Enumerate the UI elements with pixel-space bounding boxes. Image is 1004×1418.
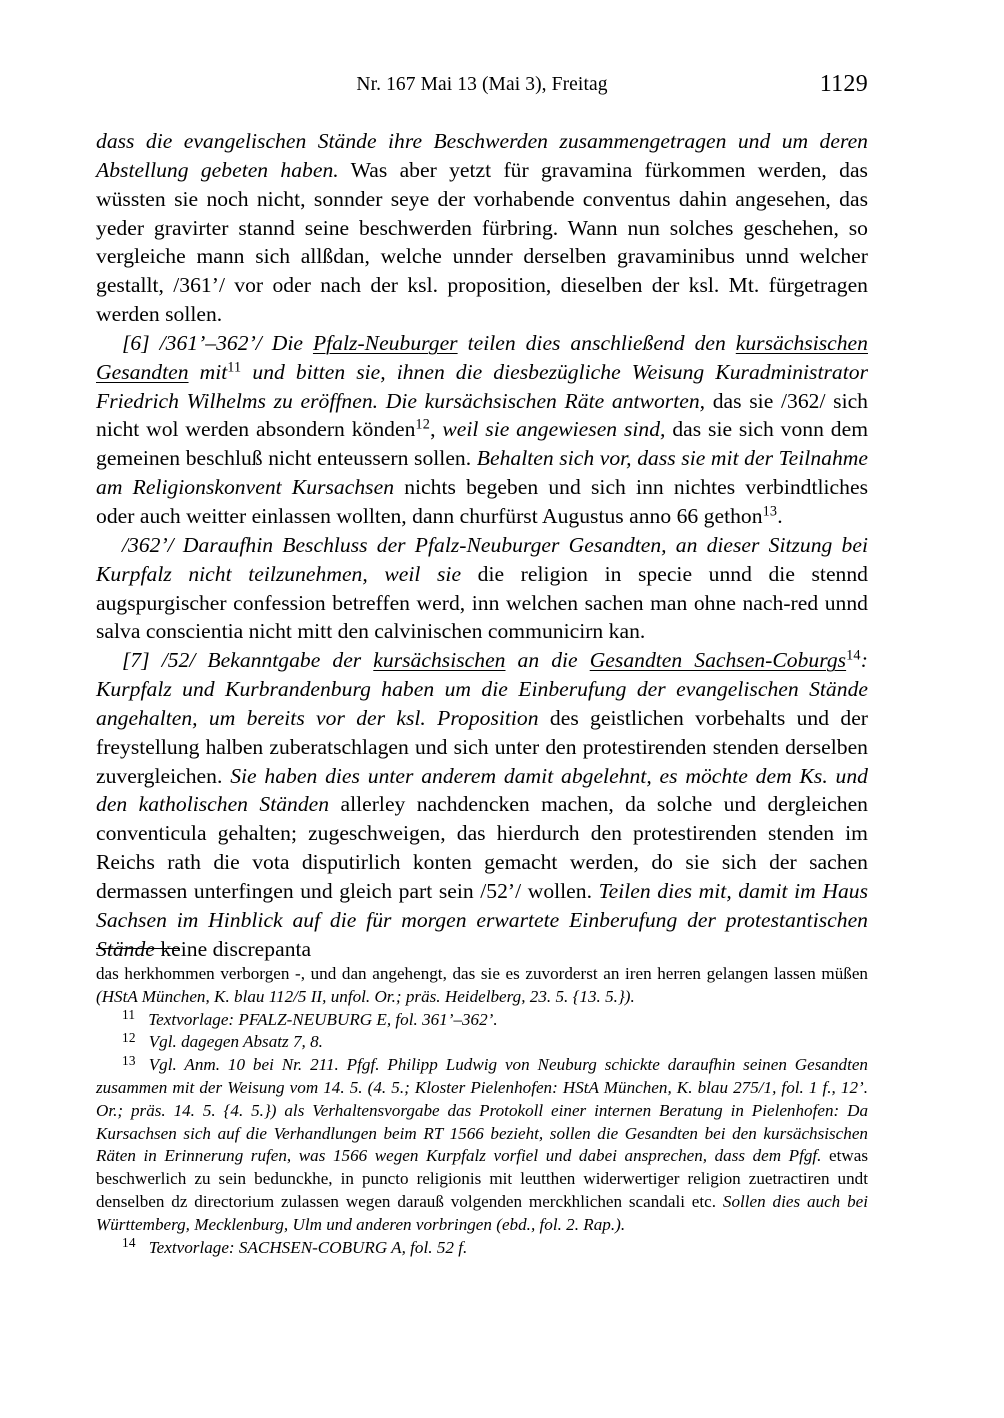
paragraph-2-seg-11: weil sie angewiesen sind, (442, 417, 666, 442)
paragraph-4-seg-11: keine discrepanta (154, 936, 312, 961)
footnote-item-13 (96, 1054, 868, 1236)
footnote-number-14[interactable]: 14 (122, 1234, 136, 1250)
paragraph-2-seg-13: Behalten sich vor, dass sie mit der Teilnahme am Religionskonvent Kursachsen (96, 446, 868, 500)
running-head-title: Nr. 167 Mai 13 (Mai 3), Freitag (356, 74, 608, 95)
paragraph-2-seg-12: das sie sich vonn dem gemeinen beschluß nicht enteussern sollen. (96, 417, 869, 471)
page-number: 1129 (819, 71, 868, 97)
paragraph-4-seg-6: : Kurpfalz und Kurbrandenburg haben um die Einberufung der evangelischen Stände angehalten, um bereits vor der ksl. Proposition (96, 648, 868, 730)
footnote-text-11: Textvorlage: PFALZ-NEUBURG E, fol. 361’–362’. (148, 1009, 498, 1029)
paragraph-4-seg-3: an die (505, 648, 590, 673)
paragraph-2-seg-1: [6] /361’–362’/ Die (122, 330, 313, 355)
paragraph-2-underline-kursaechsischen-gesandten: kursächsischen Gesandten (96, 330, 868, 384)
paragraph-1-italic-lead: dass die evangelischen Stände ihre Beschwerden zusammengetragen und um deren Abstellung gebeten haben. (96, 129, 868, 182)
footnote-text-13-part-1: Vgl. Anm. 10 bei Nr. 211. Pfgf. Philipp Ludwig von Neuburg schickte daraufhin seinen Gesandten zusammen mit der Weisung vom 14. 5. (4. 5.; Kloster Pielenhofen: HStA München, K. blau 275/1, fol. 1 f., 12’. Or.; präs. 14. 5. {4. 5.}) als Verhaltensvorgabe das Protokoll einer internen Beratung in Pielenhofen: Da Kursachsen sich auf die Verhandlungen beim RT 1566 bezieht, sollen die Gesandten bei den kursächsischen Räten in Erinnerung rufen, was 1566 wegen Kurpfalz vorfiel und dabei ansprechen, dass dem Pfgf. (96, 1055, 868, 1166)
footnote-number-12[interactable]: 12 (122, 1029, 136, 1045)
paragraph-2-underline-pfalz-neuburger: Pfalz-Neuburger (312, 330, 458, 355)
footnote-text-14: Textvorlage: SACHSEN-COBURG A, fol. 52 f. (148, 1237, 468, 1257)
paragraph-4 (96, 646, 868, 963)
paragraph-2-seg-7: und bitten sie, ihnen die diesbezügliche Weisung Kuradministrator Friedrich Wilhelms zu eröffnen. Die kursächsischen Räte antworten, (96, 359, 868, 413)
footnote-marker-12[interactable]: 12 (415, 417, 431, 434)
paragraph-2-seg-3: teilen dies anschließend den (457, 330, 736, 355)
footnote-text-12: Vgl. dagegen Absatz 7, 8. (148, 1032, 323, 1052)
footnote-separator-rule (96, 948, 180, 949)
footnote-continued-italic: (HStA München, K. blau 112/5 II, unfol. Or.; präs. Heidelberg, 23. 5. {13. 5.}). (96, 986, 635, 1006)
footnote-marker-11[interactable]: 11 (227, 359, 242, 376)
paragraph-3 (96, 531, 868, 646)
footnote-item-12 (96, 1031, 868, 1054)
footnote-marker-13[interactable]: 13 (762, 503, 778, 520)
paragraph-4-underline-kursaechsischen: kursächsischen (373, 648, 506, 673)
footnote-text-13-part-2: etwas beschwerlich zu sein bedunckhe, in puncto religionis mit leutthen widerwertiger religion zuetractiren undt denselben dz directorium zulassen wegen darauß volgenden merckhlichen scandali etc. (96, 1146, 868, 1211)
paragraph-2 (96, 329, 868, 531)
footnote-continued-roman: das herkhommen verborgen -, und dan angehengt, das sie es zuvorderst an iren herren gelangen lassen müßen (96, 964, 868, 983)
paragraph-4-seg-8: Sie haben dies unter anderem damit abgelehnt, es möchte dem Ks. und den katholischen Ständen (96, 763, 868, 817)
footnote-number-11[interactable]: 11 (122, 1007, 136, 1022)
footnote-number-13[interactable]: 13 (122, 1052, 136, 1068)
paragraph-3-italic-lead: /362’/ Daraufhin Beschluss der Pfalz-Neuburger Gesandten, an dieser Sitzung bei Kurpfalz nicht teilzunehmen, weil sie (96, 532, 868, 586)
footnote-text-13-part-3: Sollen dies auch bei Württemberg, Mecklenburg, Ulm und anderen vorbringen (ebd., fol. 2. Rap.). (96, 1191, 868, 1234)
body-text (96, 127, 868, 963)
paragraph-2-seg-8: das sie /362/ sich nicht wol werden absondern könden (96, 388, 869, 442)
paragraph-1-roman-body: Was aber yetzt für gravamina fürkommen werden, das wüssten sie noch nicht, sonnder seye der vorhabende conventus dahin angesehen, das yeder gravirter stannd seine beschwerden fürbring. Wann nun solches geschehen, so vergleiche mann sich allßdan, welche unnder derselben gravaminibus unnd welcher gestallt, /361’/ vor oder nach der ksl. proposition, dieselben der ksl. Mt. fürgetragen werden sollen. (96, 157, 868, 327)
paragraph-2-seg-16: . (777, 503, 783, 528)
footnote-item-14 (96, 1234, 868, 1260)
paragraph-3-roman-body: die religion in specie unnd die stennd augspurgischer confession betreffen werd, inn welchen sachen man ohne nach-red unnd salva conscientia nicht mitt den calvinischen communicirn kan. (96, 561, 868, 644)
paragraph-1 (96, 127, 868, 329)
footnote-item-11 (96, 1009, 868, 1032)
paragraph-2-seg-10: , (430, 417, 443, 442)
paragraph-4-seg-9: allerley nachdencken machen, da solche und dergleichen conventicula gehalten; zugeschweigen, das hierdurch den protestirenden stenden im Reichs rath die vota disputirlich konten gemacht werden, do sie sich der sachen dermassen unterfingen und gleich part sein /52’/ wollen. (96, 792, 868, 903)
paragraph-4-seg-1: [7] /52/ Bekanntgabe der (122, 648, 374, 673)
paragraph-4-underline-gesandten-sachsen-coburgs: Gesandten Sachsen-Coburgs (589, 648, 847, 673)
paragraph-2-seg-5: mit (188, 359, 228, 384)
footnote-marker-14[interactable]: 14 (846, 647, 861, 664)
footnote-area (96, 948, 868, 1259)
paragraph-4-seg-7: des geistlichen vorbehalts und der freystellung halben zuberatschlagen und sich unter den protestirenden stenden derselben zuvergleichen. (96, 705, 869, 788)
paragraph-4-seg-10: Teilen dies mit, damit im Haus Sachsen im Hinblick auf die für morgen erwartete Einberufung der protestantischen Stände (96, 878, 869, 961)
footnote-continued (96, 963, 868, 1009)
running-head (96, 71, 868, 108)
paragraph-2-seg-14: nichts begeben und sich inn nichtes verbindtliches oder auch weitter einlassen wollten, dann churfürst Augustus anno 66 gethon (96, 475, 869, 528)
